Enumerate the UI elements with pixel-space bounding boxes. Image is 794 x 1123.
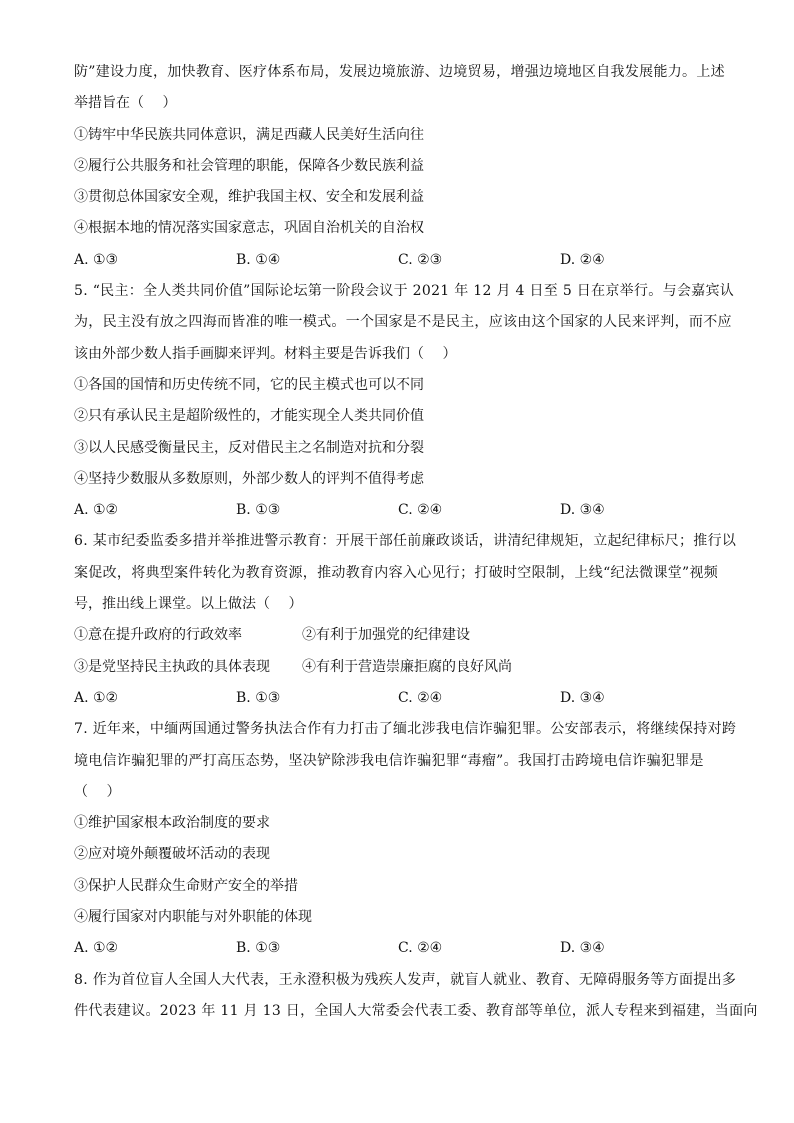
- question-stem-line: 号，推出线上课堂。以上做法（ ）: [74, 596, 303, 613]
- statement-row: [74, 625, 722, 656]
- question-stem-line: 6. 某市纪委监委多措并举推进警示教育：开展干部任前廉政谈话，讲清纪律规矩，立起纪律标尺；推行以: [74, 533, 737, 550]
- question-stem-line: 该由外部少数人指手画脚来评判。材料主要是告诉我们（ ）: [74, 345, 457, 362]
- question-stem-line: 境电信诈骗犯罪的严打高压态势，坚决铲除涉我电信诈骗犯罪“毒瘤”。我国打击跨境电信诈骗犯罪是: [74, 752, 704, 769]
- option-a: A. ①②: [74, 940, 119, 957]
- option-a: A. ①②: [74, 689, 119, 706]
- option-b: B. ①③: [236, 502, 281, 519]
- question-4-continuation: [74, 62, 725, 281]
- option-d: D. ③④: [560, 940, 605, 957]
- question-stem-line: 5. “民主：全人类共同价值”国际论坛第一阶段会议于 2021 年 12 月 4 日至 5 日在京举行。与会嘉宾认: [74, 283, 735, 300]
- statement-item: ③保护人民群众生命财产安全的举措: [74, 877, 298, 894]
- question-stem-line: 7. 近年来，中缅两国通过警务执法合作有力打击了缅北涉我电信诈骗犯罪。公安部表示，将继续保持对跨: [74, 721, 737, 738]
- option-a: A. ①②: [74, 502, 119, 519]
- question-stem-line: 8. 作为首位盲人全国人大代表，王永澄积极为残疾人发声，就盲人就业、教育、无障碍服务等方面提出多: [74, 971, 737, 988]
- statement-item: ②只有承认民主是超阶级性的，才能实现全人类共同价值: [74, 408, 424, 425]
- question-stem-line: 防”建设力度，加快教育、医疗体系布局，发展边境旅游、边境贸易，增强边境地区自我发展能力。上述: [74, 64, 725, 80]
- answer-options: [74, 500, 722, 531]
- option-c: C. ②④: [398, 502, 443, 519]
- statement-item: ①铸牢中华民族共同体意识，满足西藏人民美好生活向往: [74, 126, 424, 143]
- option-c: C. ②③: [398, 251, 443, 268]
- option-c: C. ②④: [398, 940, 443, 957]
- statement-row: [74, 657, 722, 688]
- option-c: C. ②④: [398, 689, 443, 706]
- statement-item: ①意在提升政府的行政效率: [74, 627, 242, 644]
- answer-options: [74, 250, 722, 281]
- statement-item: ②有利于加强党的纪律建设: [302, 627, 470, 644]
- question-stem-line: 举措旨在（ ）: [74, 95, 177, 112]
- question-stem-line: （ ）: [74, 783, 121, 800]
- option-d: D. ③④: [560, 689, 605, 706]
- option-b: B. ①③: [236, 689, 281, 706]
- option-b: B. ①④: [236, 251, 281, 268]
- statement-item: ①各国的国情和历史传统不同，它的民主模式也可以不同: [74, 376, 424, 393]
- statement-item: ①维护国家根本政治制度的要求: [74, 815, 270, 832]
- option-a: A. ①③: [74, 251, 119, 268]
- statement-item: ③以人民感受衡量民主，反对借民主之名制造对抗和分裂: [74, 439, 424, 456]
- statement-item: ④履行国家对内职能与对外职能的体现: [74, 909, 312, 926]
- option-d: D. ③④: [560, 502, 605, 519]
- answer-options: [74, 688, 722, 719]
- question-stem-line: 案促改，将典型案件转化为教育资源，推动教育内容入心见行；打破时空限制，上线“纪法微课堂”视频: [74, 564, 719, 581]
- exam-page: [74, 62, 758, 1032]
- question-5: [74, 281, 735, 531]
- statement-item: ③贯彻总体国家安全观，维护我国主权、安全和发展利益: [74, 189, 424, 206]
- statement-item: ③是党坚持民主执政的具体表现: [74, 658, 270, 675]
- option-b: B. ①③: [236, 940, 281, 957]
- answer-options: [74, 938, 722, 969]
- question-8: [74, 970, 758, 1033]
- question-6: [74, 531, 737, 719]
- statement-item: ④根据本地的情况落实国家意志，巩固自治机关的自治权: [74, 220, 424, 237]
- statement-item: ④坚持少数服从多数原则，外部少数人的评判不值得考虑: [74, 470, 424, 487]
- question-stem-line: 为，民主没有放之四海而皆准的唯一模式。一个国家是不是民主，应该由这个国家的人民来评判，而不应: [74, 314, 732, 331]
- statement-item: ②应对境外颠覆破坏活动的表现: [74, 846, 270, 863]
- option-d: D. ②④: [560, 251, 605, 268]
- question-stem-line: 件代表建议。2023 年 11 月 13 日，全国人大常委会代表工委、教育部等单位，派人专程来到福建，当面向: [74, 1002, 758, 1019]
- question-7: [74, 719, 737, 969]
- statement-item: ②履行公共服务和社会管理的职能，保障各少数民族利益: [74, 157, 424, 174]
- statement-item: ④有利于营造崇廉拒腐的良好风尚: [302, 658, 512, 675]
